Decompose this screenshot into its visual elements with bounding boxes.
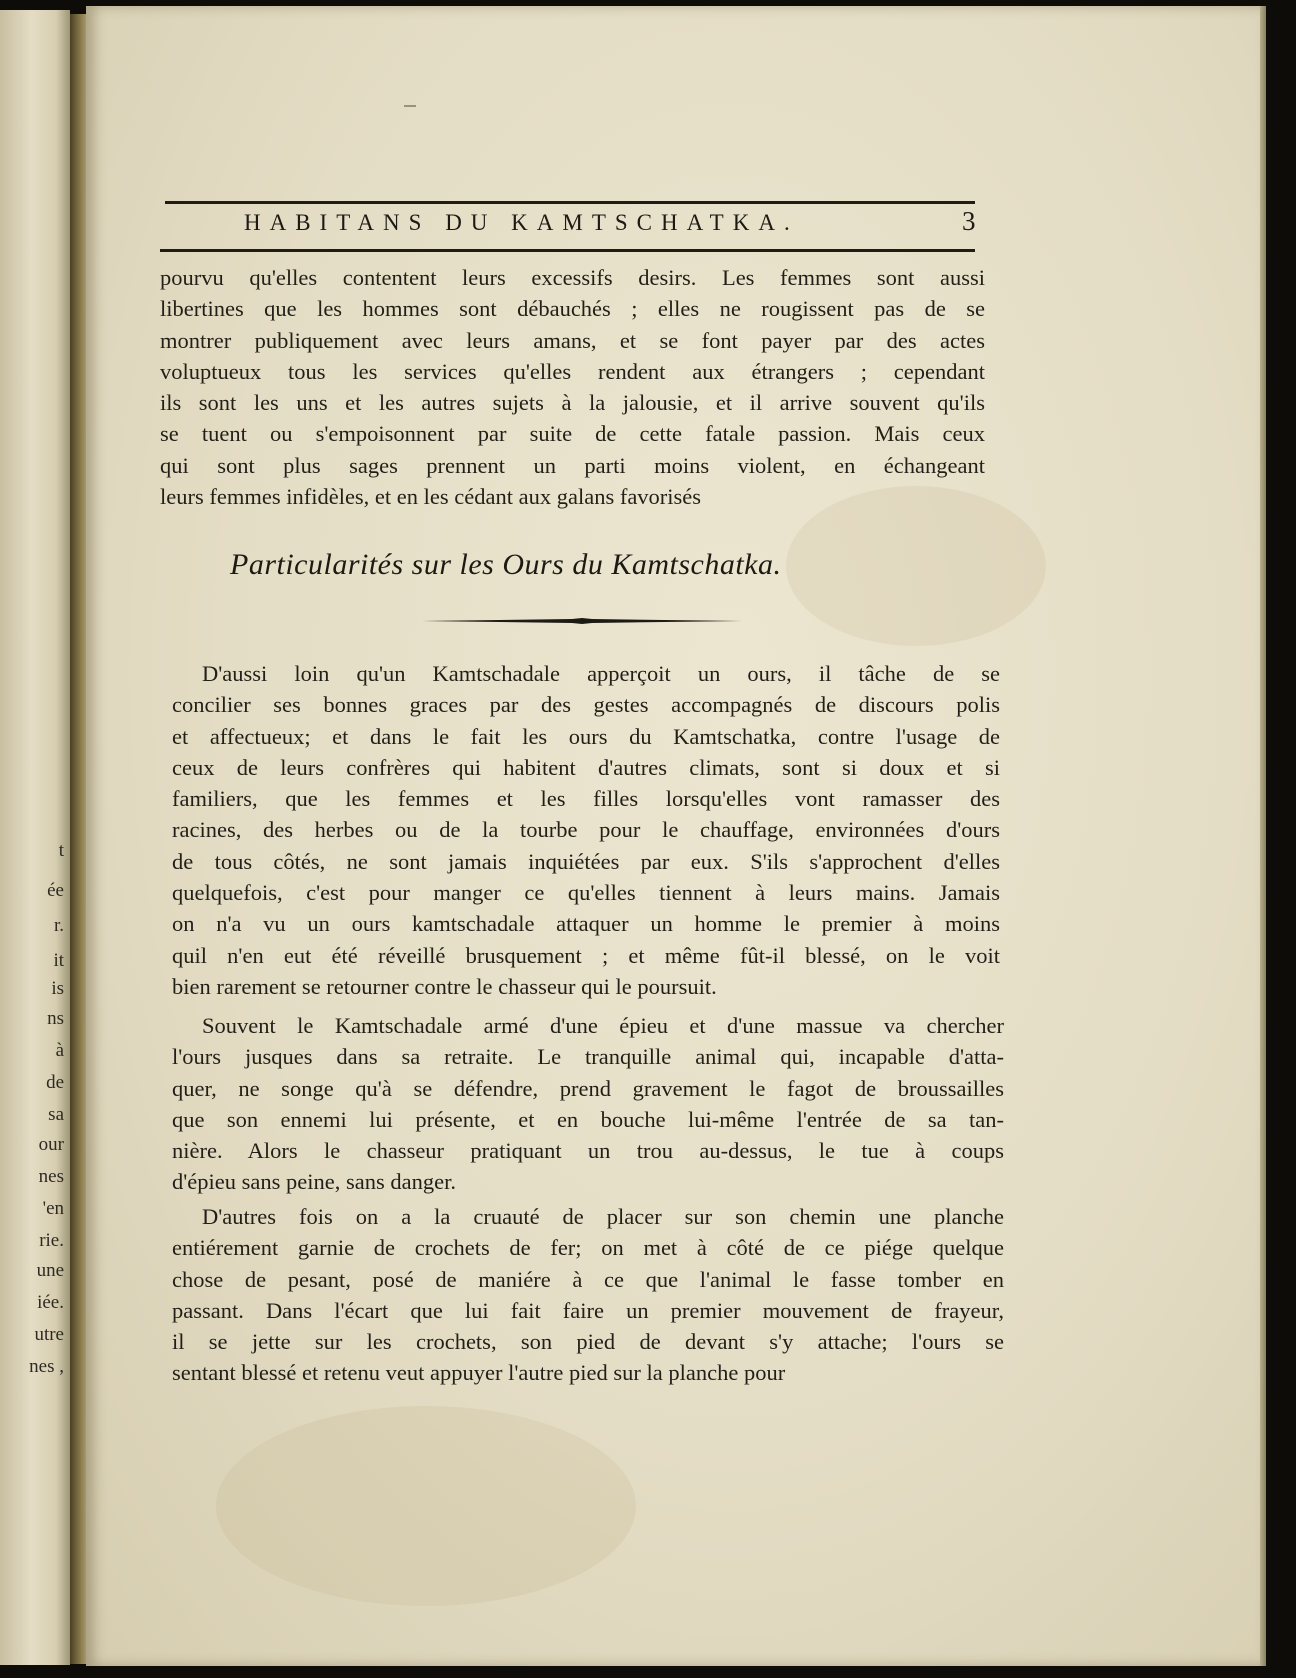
- text-line: sentant blessé et retenu veut appuyer l'autre pied sur la planche pour: [172, 1360, 786, 1386]
- text-line: que son ennemi lui présente, et en bouche lui-même l'entrée de sa tan-: [172, 1106, 1004, 1132]
- text-line: voluptueux tous les services qu'elles rendent aux étrangers ; cependant: [160, 358, 985, 384]
- facing-page-fragment: ée: [47, 880, 64, 901]
- header-rule-top: [165, 201, 975, 204]
- facing-page-text-fragments: [0, 10, 70, 1665]
- text-line: libertines que les hommes sont débauchés ; elles ne rougissent pas de se: [160, 296, 985, 322]
- facing-page-fragment: de: [46, 1072, 64, 1093]
- section-title: Particularités sur les Ours du Kamtschatka.: [230, 548, 782, 581]
- facing-page-fragment: ns: [47, 1008, 64, 1029]
- text-line: quil n'en eut été réveillé brusquement ; et même fût-il blessé, on le voit: [172, 942, 1000, 968]
- facing-page-left: [0, 10, 70, 1665]
- text-line: se tuent ou s'empoisonnent par suite de cette fatale passion. Mais ceux: [160, 421, 985, 447]
- paragraph-bear-hunting: [172, 1010, 1004, 1198]
- text-line: chose de pesant, posé de maniére à ce que l'animal le fasse tomber en: [172, 1266, 1004, 1292]
- facing-page-fragment: rie.: [39, 1230, 64, 1251]
- facing-page-fragment: une: [36, 1260, 64, 1281]
- facing-page-fragment: it: [53, 950, 64, 971]
- text-line: racines, des herbes ou de la tourbe pour le chauffage, environnées d'ours: [172, 817, 1000, 843]
- text-line: l'ours jusques dans sa retraite. Le tranquille animal qui, incapable d'atta-: [172, 1044, 1004, 1070]
- paragraph-bear-trap: [172, 1201, 1004, 1389]
- text-line: montrer publiquement avec leurs amans, et se font payer par des actes: [160, 327, 985, 353]
- text-line: passant. Dans l'écart que lui fait faire un premier mouvement de frayeur,: [172, 1297, 1004, 1323]
- facing-page-fragment: utre: [34, 1324, 64, 1345]
- paper-stain: [216, 1406, 636, 1606]
- text-line: de tous côtés, ne sont jamais inquiétées par eux. S'ils s'approchent d'elles: [172, 848, 1000, 874]
- facing-page-fragment: t: [58, 840, 64, 861]
- facing-page-fragment: is: [51, 978, 64, 999]
- page-number: 3: [962, 206, 976, 236]
- running-head: HABITANS DU KAMTSCHATKA.: [244, 210, 799, 235]
- continuation-paragraph: [160, 262, 985, 512]
- facing-page-fragment: nes ,: [29, 1356, 64, 1377]
- facing-page-fragment: à: [55, 1040, 64, 1061]
- facing-page-fragment: iée.: [37, 1292, 64, 1313]
- text-line: D'aussi loin qu'un Kamtschadale apperçoit un ours, il tâche de se: [202, 661, 1000, 686]
- text-line: leurs femmes infidèles, et en les cédant aux galans favorisés: [160, 484, 702, 510]
- text-line: pourvu qu'elles contentent leurs excessifs desirs. Les femmes sont aussi: [160, 265, 985, 290]
- facing-page-fragment: nes: [38, 1166, 64, 1187]
- text-line: ceux de leurs confrères qui habitent d'autres climats, sont si doux et si: [172, 754, 1000, 780]
- text-line: entiérement garnie de crochets de fer; on met à côté de ce piége quelque: [172, 1235, 1004, 1261]
- text-line: familiers, que les femmes et les filles lorsqu'elles vont ramasser des: [172, 786, 1000, 812]
- text-line: on n'a vu un ours kamtschadale attaquer un homme le premier à moins: [172, 911, 1000, 937]
- text-line: quelquefois, c'est pour manger ce qu'elles tiennent à leurs mains. Jamais: [172, 880, 1000, 906]
- facing-page-fragment: r.: [53, 915, 64, 936]
- paragraph-bears-temperament: [172, 658, 1000, 1002]
- facing-page-fragment: 'en: [42, 1198, 64, 1219]
- text-line: il se jette sur les crochets, son pied de devant s'y attache; l'ours se: [172, 1329, 1004, 1355]
- text-line: quer, ne songe qu'à se défendre, prend gravement le fagot de broussailles: [172, 1075, 1004, 1101]
- text-line: qui sont plus sages prennent un parti moins violent, en échangeant: [160, 452, 985, 478]
- text-line: d'épieu sans peine, sans danger.: [172, 1169, 456, 1195]
- text-line: nière. Alors le chasseur pratiquant un trou au-dessus, le tue à coups: [172, 1138, 1004, 1164]
- text-line: Souvent le Kamtschadale armé d'une épieu et d'une massue va chercher: [202, 1013, 1004, 1038]
- facing-page-fragment: our: [38, 1134, 64, 1155]
- text-line: D'autres fois on a la cruauté de placer sur son chemin une planche: [202, 1204, 1004, 1229]
- text-line: et affectueux; et dans le fait les ours du Kamtschatka, contre l'usage de: [172, 723, 1000, 749]
- title-ornament-rule: [422, 618, 742, 624]
- page-mark: [404, 105, 416, 107]
- text-line: ils sont les uns et les autres sujets à la jalousie, et il arrive souvent qu'ils: [160, 390, 985, 416]
- text-line: concilier ses bonnes graces par des gestes accompagnés de discours polis: [172, 692, 1000, 718]
- facing-page-fragment: sa: [48, 1104, 64, 1125]
- text-line: bien rarement se retourner contre le chasseur qui le poursuit.: [172, 973, 717, 999]
- page-edge: [1260, 6, 1266, 1666]
- header-rule-bottom: [160, 249, 975, 252]
